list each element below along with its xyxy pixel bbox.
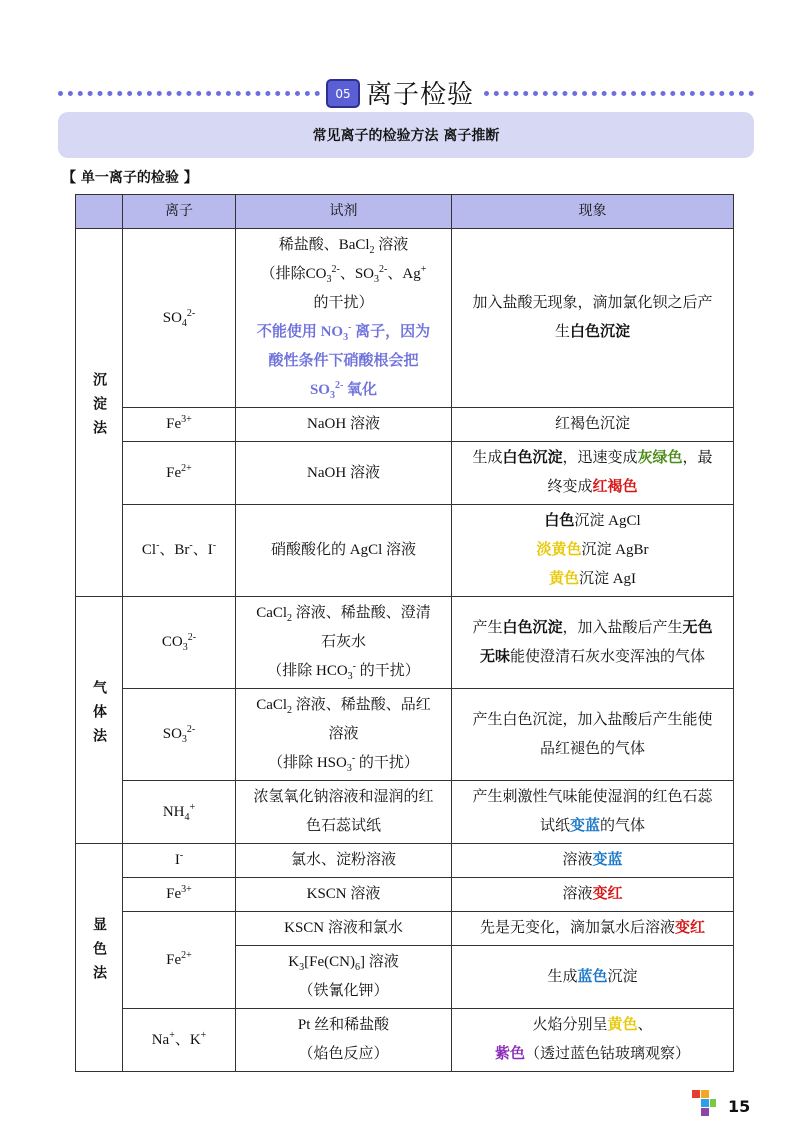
sub-heading: 【 单一离子的检验 】 [62,170,198,186]
ion-cell: Na+、K+ [123,1009,236,1072]
method-gas: 气体法 [76,597,123,844]
method-precipitation: 沉淀法 [76,229,123,597]
reagent-cell: CaCl$_2$ 溶液、稀盐酸、澄清 石灰水 （排除 $HCO_3^-$ 的干扰） [236,597,452,689]
section-number: 05 [335,86,351,101]
ion-cell: $Fe^{2+}$ [123,912,236,1009]
reagent-cell: $K_3[Fe(CN)_6]$ 溶液 （铁氰化钾） [236,946,452,1009]
section-title: 离子检验 [366,80,475,110]
ion-test-table [75,194,734,1072]
table-row [76,912,734,946]
phenomenon-cell: 产生白色沉淀，加入盐酸后产生无色 无味能使澄清石灰水变浑浊的气体 [452,597,734,689]
section-divider-left [58,91,320,96]
section-number-badge [326,79,360,108]
reagent-cell: CaCl$_2$ 溶液、稀盐酸、品红 溶液 （排除 $HSO_3^-$ 的干扰） [236,689,452,781]
table-row [76,442,734,505]
reagent-cell: 氯水、淀粉溶液 [236,844,452,878]
table-row [76,505,734,597]
table-row [76,597,734,689]
phenomenon-cell: 溶液变蓝 [452,844,734,878]
phenomenon-cell: 溶液变红 [452,878,734,912]
phenomenon-cell: 生成蓝色沉淀 [452,946,734,1009]
ion-cell: $SO_3^{2-}$ [123,689,236,781]
page-number: 15 [728,1097,751,1116]
table-row [76,689,734,781]
header-reagent: 试剂 [236,195,452,229]
phenomenon-cell: 产生白色沉淀，加入盐酸后产生能使 品红褪色的气体 [452,689,734,781]
reagent-cell: Pt 丝和稀盐酸 （焰色反应） [236,1009,452,1072]
phenomenon-cell: 火焰分别呈黄色、 紫色（透过蓝色钴玻璃观察） [452,1009,734,1072]
phenomenon-cell: 加入盐酸无现象，滴加氯化钡之后产 生白色沉淀 [452,229,734,408]
ion-cell: $Fe^{3+}$ [123,878,236,912]
reagent-cell: 稀盐酸、BaCl$_2$ 溶液 （排除$CO_3^{2-}$、$SO_3^{2-}$、Ag+ 的干扰） 不能使用 $NO_3^-$ 离子，因为 酸性条件下硝酸根会把 $SO_3^{2-}$ 氧化 [236,229,452,408]
table-row [76,878,734,912]
phenomenon-cell: 产生刺激性气味能使湿润的红色石蕊 试纸变蓝的气体 [452,781,734,844]
phenomenon-cell: 先是无变化，滴加氯水后溶液变红 [452,912,734,946]
ion-cell: $CO_3^{2-}$ [123,597,236,689]
table-row [76,781,734,844]
ion-cell: I- [123,844,236,878]
header-phenomenon: 现象 [452,195,734,229]
ion-cell: $Fe^{2+}$ [123,442,236,505]
reagent-cell: KSCN 溶液和氯水 [236,912,452,946]
table-row [76,408,734,442]
ion-cell: Cl-、Br-、I- [123,505,236,597]
reagent-cell: NaOH 溶液 [236,408,452,442]
ion-cell: $NH_4^+$ [123,781,236,844]
header-ion: 离子 [123,195,236,229]
table-row [76,844,734,878]
table-header-row [76,195,734,229]
topic-banner: 常见离子的检验方法 离子推断 [58,112,754,158]
method-color: 显色法 [76,844,123,1072]
header-method [76,195,123,229]
ion-cell: $Fe^{3+}$ [123,408,236,442]
reagent-cell: 浓氢氧化钠溶液和湿润的红 色石蕊试纸 [236,781,452,844]
reagent-cell: KSCN 溶液 [236,878,452,912]
section-divider-right [484,91,754,96]
publisher-logo-icon [690,1088,718,1118]
phenomenon-cell: 红褐色沉淀 [452,408,734,442]
table-row [76,229,734,408]
ion-cell: $SO_4^{2-}$ [123,229,236,408]
reagent-cell: 硝酸酸化的 AgCl 溶液 [236,505,452,597]
table-row [76,1009,734,1072]
phenomenon-cell: 白色沉淀 AgCl 淡黄色沉淀 AgBr 黄色沉淀 AgI [452,505,734,597]
reagent-cell: NaOH 溶液 [236,442,452,505]
phenomenon-cell: 生成白色沉淀，迅速变成灰绿色，最 终变成红褐色 [452,442,734,505]
